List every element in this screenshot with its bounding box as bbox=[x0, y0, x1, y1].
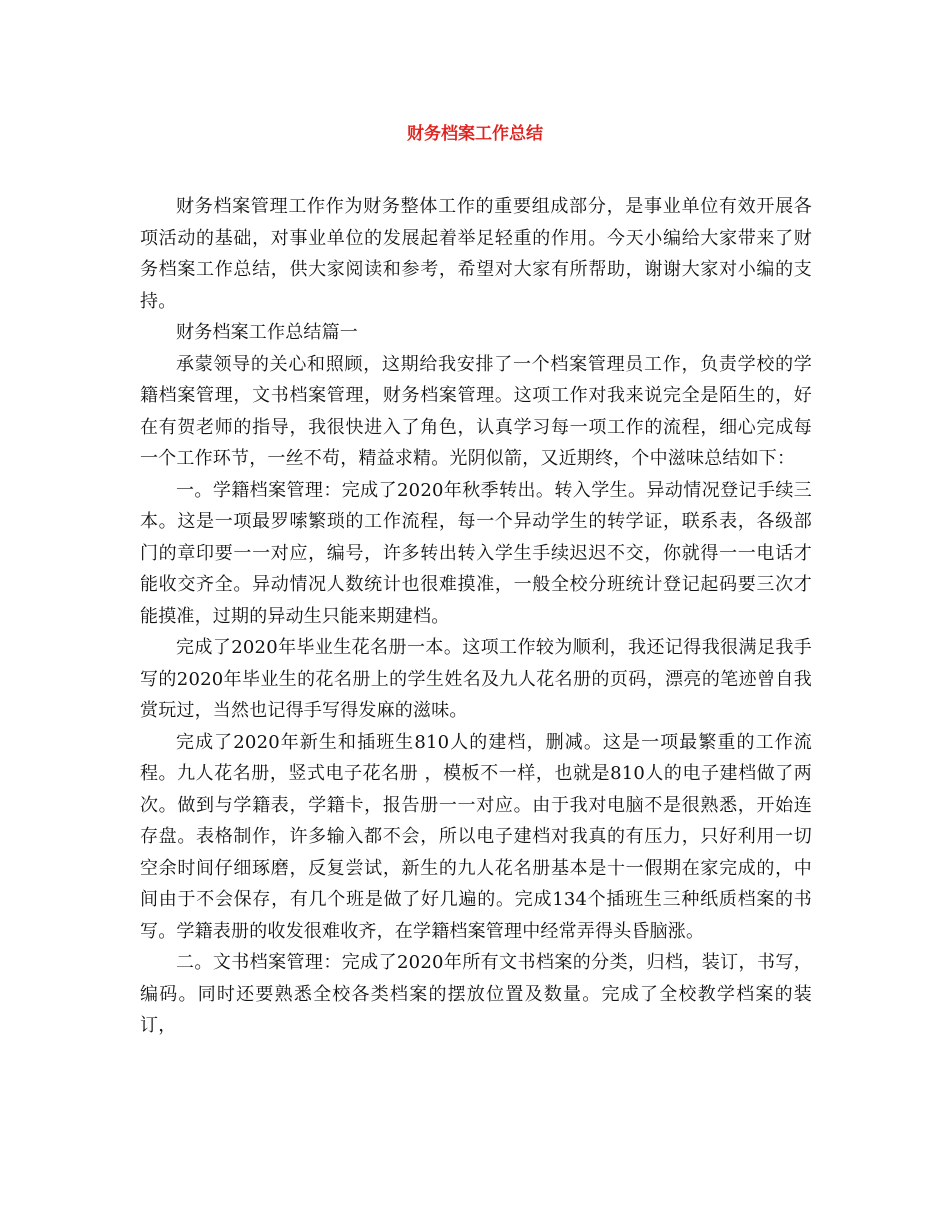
paragraph: 完成了2020年毕业生花名册一本。这项工作较为顺利，我还记得我很满足我手写的2020年毕业生的花名册上的学生姓名及九人花名册的页码，漂亮的笔迹曾自我赏玩过，当然也记得手写得发麻的滋味。 bbox=[140, 637, 812, 721]
paragraph: 一。学籍档案管理：完成了2020年秋季转出。转入学生。异动情况登记手续三本。这是一项最罗嗦繁琐的工作流程，每一个异动学生的转学证，联系表，各级部门的章印要一一对应，编号，许多转出转入学生手续迟迟不交，你就得一一电话才能收交齐全。异动情况人数统计也很难摸准，一般全校分班统计登记起码要三次才能摸准，过期的异动生只能来期建档。 bbox=[140, 479, 812, 627]
document-body bbox=[140, 191, 812, 1042]
document-title: 财务档案工作总结 bbox=[407, 124, 543, 144]
section-heading: 财务档案工作总结篇一 bbox=[176, 322, 358, 343]
paragraph: 二。文书档案管理：完成了2020年所有文书档案的分类，归档，装订，书写，编码。同时还要熟悉全校各类档案的摆放位置及数量。完成了全校教学档案的装订， bbox=[140, 952, 812, 1036]
paragraph-intro: 财务档案管理工作作为财务整体工作的重要组成部分，是事业单位有效开展各项活动的基础，对事业单位的发展起着举足轻重的作用。今天小编给大家带来了财务档案工作总结，供大家阅读和参考，希望对大家有所帮助，谢谢大家对小编的支持。 bbox=[140, 196, 812, 312]
paragraph: 完成了2020年新生和插班生810人的建档，删减。这是一项最繁重的工作流程。九人花名册，竖式电子花名册 ，模板不一样，也就是810人的电子建档做了两次。做到与学籍表，学籍卡，报告册一一对应。由于我对电脑不是很熟悉，开始连存盘。表格制作，许多输入都不会，所以电子建档对我真的有压力，只好利用一切空余时间仔细琢磨，反复尝试，新生的九人花名册基本是十一假期在家完成的，中间由于不会保存，有几个班是做了好几遍的。完成134个插班生三种纸质档案的书写。学籍表册的收发很难收齐，在学籍档案管理中经常弄得头昏脑涨。 bbox=[140, 731, 812, 942]
paragraph: 承蒙领导的关心和照顾，这期给我安排了一个档案管理员工作，负责学校的学籍档案管理，文书档案管理，财务档案管理。这项工作对我来说完全是陌生的，好在有贺老师的指导，我很快进入了角色，认真学习每一项工作的流程，细心完成每一个工作环节，一丝不苟，精益求精。光阴似箭，又近期终，个中滋味总结如下： bbox=[140, 353, 812, 469]
